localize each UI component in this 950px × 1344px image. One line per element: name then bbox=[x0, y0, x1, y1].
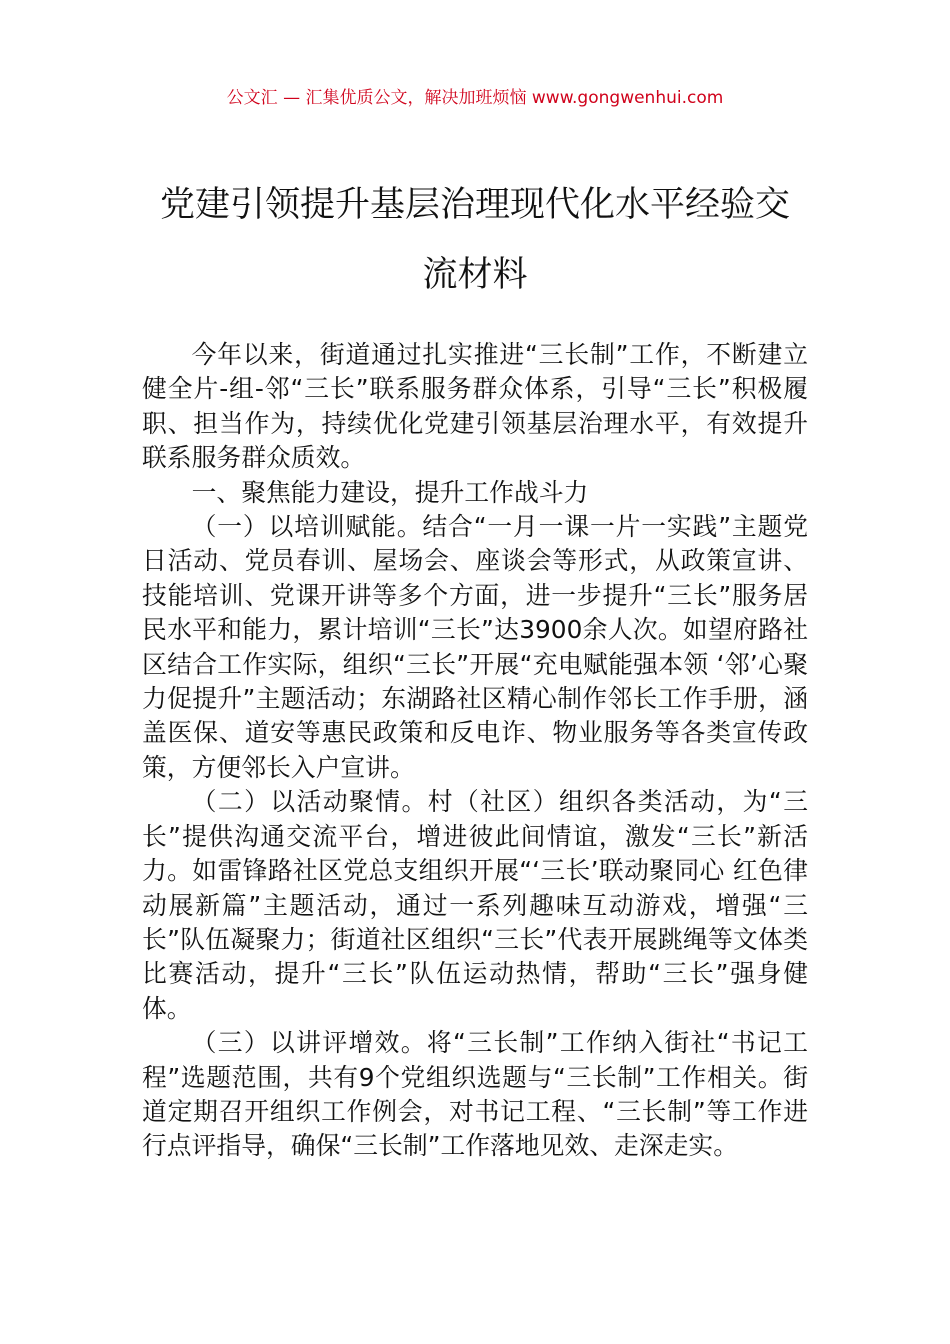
site-banner: 公文汇 — 汇集优质公文，解决加班烦恼 www.gongwenhui.com bbox=[226, 88, 724, 108]
title-line-2: 流材料 bbox=[422, 255, 528, 295]
paragraph-activities: （二）以活动聚情。村（社区）组织各类活动，为“三长”提供沟通交流平台，增进彼此间情谊，激发“三长”新活力。如雷锋路社区党总支组织开展“‘三长’联动聚同心 红色律动展新篇”主题活动，通过一系列趣味互动游戏，增强“三长”队伍凝聚力；街道社区组织“三长”代表开展跳绳等文体类比赛活动，提升“三长”队伍运动热情，帮助“三长”强身健体。 bbox=[142, 787, 808, 1023]
paragraph-evaluation: （三）以讲评增效。将“三长制”工作纳入街社“书记工程”选题范围，共有9个党组织选题与“三长制”工作相关。街道定期召开组织工作例会，对书记工程、“三长制”等工作进行点评指导，确保“三长制”工作落地见效、走深走实。 bbox=[142, 1028, 808, 1161]
title-line-1: 党建引领提升基层治理现代化水平经验交 bbox=[159, 185, 790, 225]
intro-paragraph: 今年以来，街道通过扎实推进“三长制”工作，不断建立健全片-组-邻“三长”联系服务群众体系，引导“三长”积极履职、担当作为，持续优化党建引领基层治理水平，有效提升联系服务群众质效。 bbox=[142, 340, 808, 473]
document-body bbox=[142, 338, 808, 1164]
document-title bbox=[140, 170, 810, 310]
section-heading-1: 一、聚焦能力建设，提升工作战斗力 bbox=[191, 477, 589, 507]
paragraph-training: （一）以培训赋能。结合“一月一课一片一实践”主题党日活动、党员春训、屋场会、座谈会等形式，从政策宣讲、技能培训、党课开讲等多个方面，进一步提升“三长”服务居民水平和能力，累计培训“三长”达3900余人次。如望府路社区结合工作实际，组织“三长”开展“充电赋能强本领 ‘邻’心聚力促提升”主题活动；东湖路社区精心制作邻长工作手册，涵盖医保、道安等惠民政策和反电诈、物业服务等各类宣传政策，方便邻长入户宣讲。 bbox=[142, 512, 808, 782]
